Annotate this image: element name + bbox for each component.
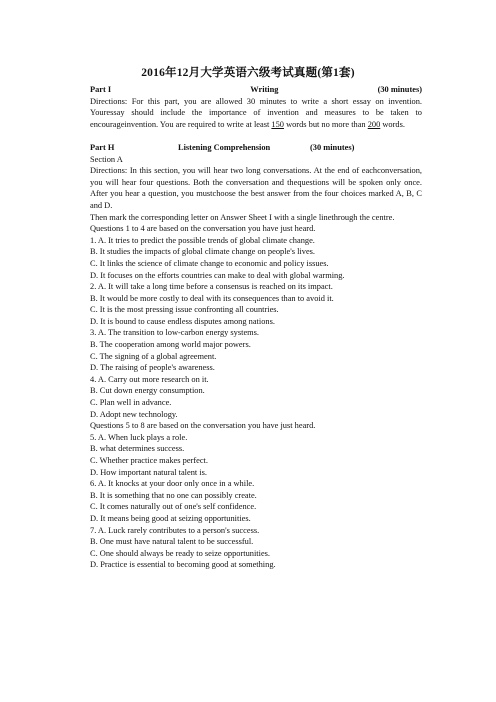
- part1-directions-c: words.: [380, 119, 405, 129]
- answer-option: D. Practice is essential to becoming good at something.: [90, 560, 276, 570]
- document-title: 2016年12月大学英语六级考试真题(第1套): [141, 67, 355, 79]
- question-group-1: [90, 235, 422, 421]
- answer-option: B. The cooperation among world major powers.: [90, 340, 251, 350]
- answer-option: C. Plan well in advance.: [90, 398, 172, 408]
- part1-directions: [90, 96, 422, 131]
- answer-option: C. Whether practice makes perfect.: [90, 456, 208, 465]
- document-body: [90, 84, 422, 571]
- part1-time: (30 minutes): [377, 85, 422, 94]
- part2-name: Listening Comprehension: [178, 142, 271, 152]
- section-a-heading: Section A: [90, 154, 123, 164]
- answer-option: C. One should always be ready to seize opportunities.: [90, 548, 271, 558]
- answer-option: C. It links the science of climate change to economic and policy issues.: [90, 258, 329, 268]
- part1-directions-b: words but no more than: [283, 119, 368, 129]
- answer-option: B. It would be more costly to deal with its consequences than to avoid it.: [90, 293, 334, 303]
- answer-option: D. It means being good at seizing opportunities.: [90, 513, 251, 523]
- answer-option: D. It focuses on the efforts countries can make to deal with global warming.: [90, 270, 345, 280]
- part1-name: Writing: [250, 85, 279, 94]
- answer-option: D. Adopt new technology.: [90, 409, 178, 419]
- answer-option: C. It comes naturally out of one's self confidence.: [90, 502, 257, 512]
- answer-option: 5. A. When luck plays a role.: [90, 432, 188, 442]
- part2-header: [90, 142, 422, 154]
- answer-option: C. The signing of a global agreement.: [90, 351, 217, 361]
- part2-directions: Directions: In this section, you will hear two long conversations. At the end of eachconversation, you will hear four questions. Both the conversation and thequestions will be spoken only once. After you hear a question, you mustchoose the best answer from the four choices marked A, B, C and D.: [90, 166, 422, 210]
- answer-sheet-instruction: Then mark the corresponding letter on Answer Sheet I with a single linethrough the centre.: [90, 212, 395, 222]
- answer-option: B. what determines success.: [90, 444, 185, 454]
- answer-option: B. It studies the impacts of global climate change on people's lives.: [90, 247, 316, 257]
- question-group-1-intro: Questions 1 to 4 are based on the conversation you have just heard.: [90, 224, 316, 234]
- part1-min-words: 150: [271, 119, 284, 129]
- answer-option: B. One must have natural talent to be successful.: [90, 537, 254, 547]
- answer-option: 3. A. The transition to low-carbon energy systems.: [90, 328, 260, 338]
- part1-directions-a: Directions: For this part, you are allowed 30 minutes to write a short essay on invention. Youressay should include the importance of invention and measures to be taken to encourageinvention. You are required to write at least: [90, 96, 422, 129]
- answer-option: D. The raising of people's awareness.: [90, 363, 215, 373]
- question-group-2: [90, 432, 422, 571]
- part2-label: Part H: [90, 142, 115, 152]
- answer-option: 7. A. Luck rarely contributes to a person's success.: [90, 525, 260, 535]
- part2-time: (30 minutes): [310, 142, 355, 152]
- answer-option: C. It is the most pressing issue confronting all countries.: [90, 305, 279, 315]
- answer-option: B. Cut down energy consumption.: [90, 386, 205, 396]
- answer-option: 1. A. It tries to predict the possible trends of global climate change.: [90, 235, 315, 245]
- question-group-2-intro: Questions 5 to 8 are based on the conversation you have just heard.: [90, 421, 316, 431]
- answer-option: D. How important natural talent is.: [90, 467, 207, 477]
- answer-option: 6. A. It knocks at your door only once in a while.: [90, 479, 255, 489]
- answer-option: B. It is something that no one can possibly create.: [90, 490, 257, 500]
- answer-option: 2. A. It will take a long time before a consensus is reached on its impact.: [90, 282, 333, 292]
- part1-max-words: 200: [367, 119, 381, 129]
- part1-header: [90, 84, 422, 96]
- answer-option: 4. A. Carry out more research on it.: [90, 374, 209, 384]
- part1-label: Part I: [90, 85, 112, 94]
- answer-option: D. It is bound to cause endless disputes among nations.: [90, 316, 275, 326]
